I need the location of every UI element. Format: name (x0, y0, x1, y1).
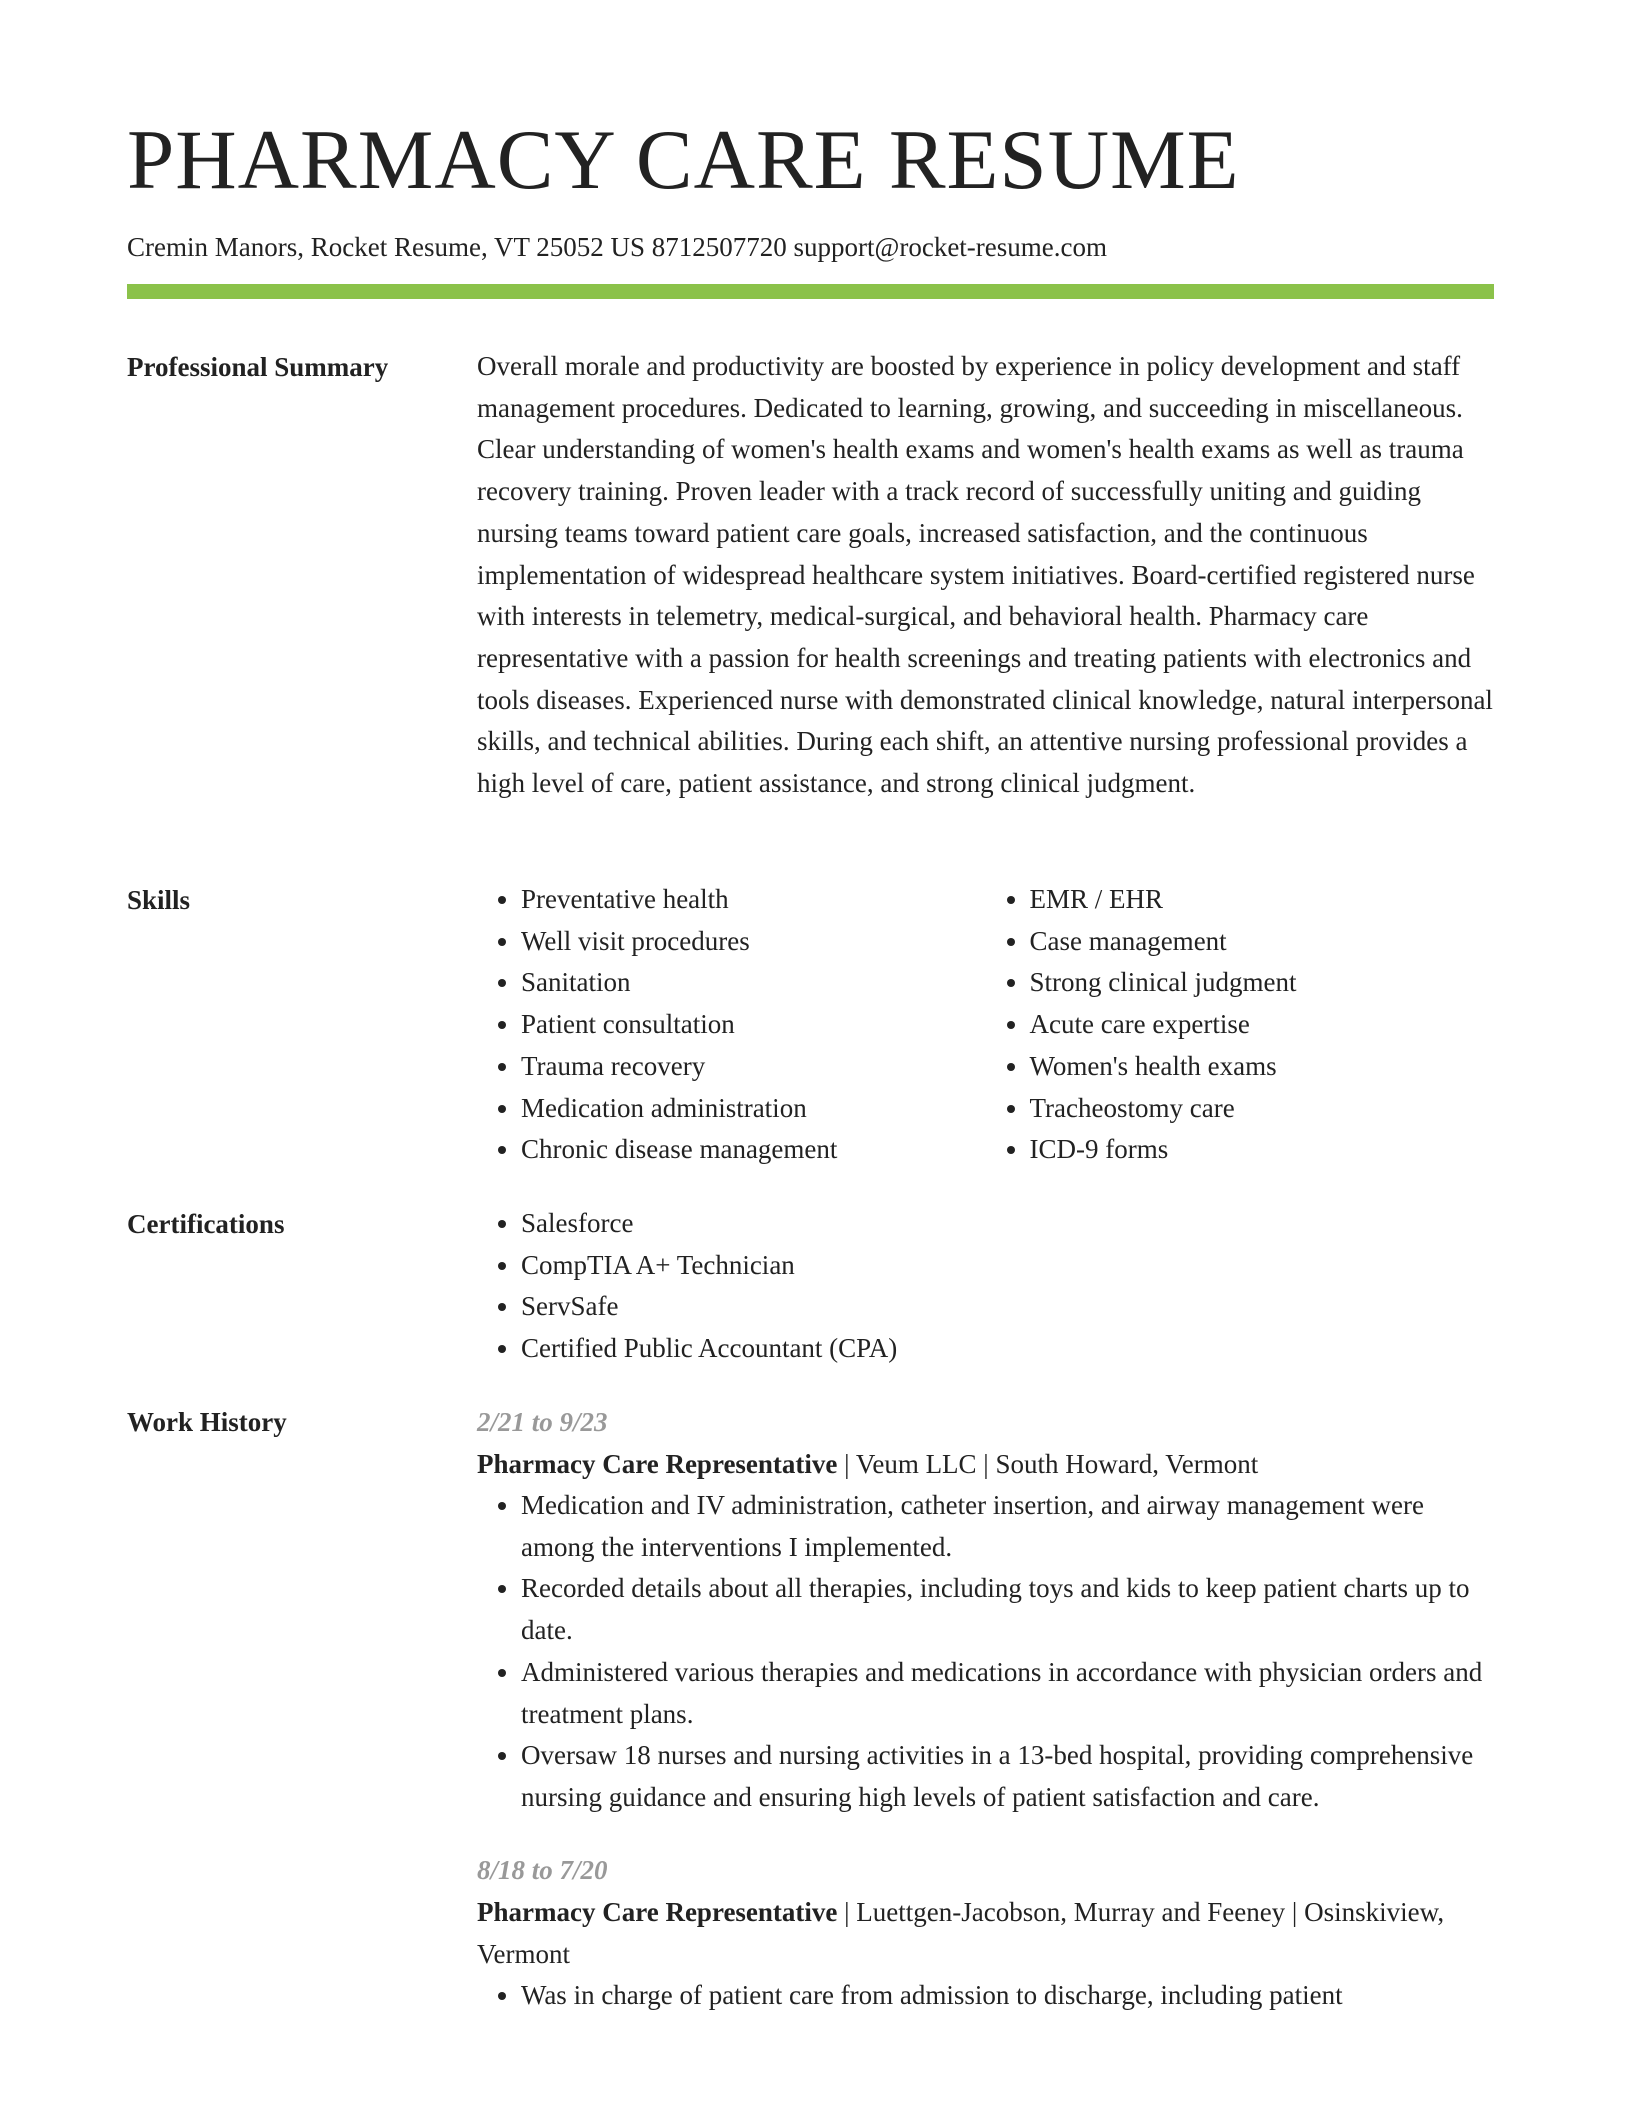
certification-item: • Salesforce (521, 1203, 1494, 1245)
certifications-body (477, 1203, 1494, 1370)
skill-item: • Sanitation (521, 962, 986, 1004)
skill-item: • ICD-9 forms (1030, 1129, 1495, 1171)
skills-body (477, 879, 1494, 1171)
skill-item: • Patient consultation (521, 1004, 986, 1046)
job-bullet: • Recorded details about all therapies, including toys and kids to keep patient charts up to date. (521, 1568, 1494, 1651)
job-title: Pharmacy Care Representative (477, 1449, 838, 1479)
job-bullet: • Was in charge of patient care from admission to discharge, including patient (521, 1975, 1494, 2017)
skill-item: • Case management (1030, 921, 1495, 963)
work-history-body (477, 1401, 1494, 2016)
skill-item: • EMR / EHR (1030, 879, 1495, 921)
skill-item: • Tracheostomy care (1030, 1088, 1495, 1130)
job-bullets (477, 1485, 1494, 1819)
skill-item: • Trauma recovery (521, 1046, 986, 1088)
job-details: | Veum LLC | South Howard, Vermont (837, 1449, 1259, 1479)
job-details: | Luettgen-Jacobson, Murray and Feeney | Osinskiview, Vermont (477, 1896, 1445, 1969)
job-bullets (477, 1975, 1494, 2017)
job-title: Pharmacy Care Representative (477, 1896, 838, 1927)
skills-heading: Skills (127, 885, 191, 915)
skill-item: • Acute care expertise (1030, 1004, 1495, 1046)
work-history-heading: Work History (127, 1407, 287, 1437)
job-bullet: • Administered various therapies and medications in accordance with physician orders and treatment plans. (521, 1652, 1494, 1735)
job-bullet: • Medication and IV administration, catheter insertion, and airway management were among the interventions I implemented. (521, 1485, 1494, 1568)
job-entry (477, 1849, 1494, 2017)
summary-heading: Professional Summary (127, 352, 389, 382)
job-dates: 2/21 to 9/23 (477, 1407, 608, 1437)
certification-item: • ServSafe (521, 1286, 1494, 1328)
certification-item: • CompTIA A+ Technician (521, 1245, 1494, 1287)
contact-phone: 8712507720 (651, 232, 787, 262)
skill-item: • Women's health exams (1030, 1046, 1495, 1088)
summary-text: Overall morale and productivity are boosted by experience in policy development and staff management procedures. Dedicated to learning, growing, and succeeding in miscellaneous. Clear understanding of women's health exams and women's health exams as well as trauma recovery training. Proven leader with a track record of successfully uniting and guiding nursing teams toward patient care goals, increased satisfaction, and the continuous implementation of widespread healthcare system initiatives. Board-certified registered nurse with interests in telemetry, medical-surgical, and behavioral health. Pharmacy care representative with a passion for health screenings and treating patients with electronics and tools diseases. Experienced nurse with demonstrated clinical knowledge, natural interpersonal skills, and technical abilities. During each shift, an attentive nursing professional provides a high level of care, patient assistance, and strong clinical judgment. (477, 351, 1493, 799)
skill-item: • Strong clinical judgment (1030, 962, 1495, 1004)
certifications-heading: Certifications (127, 1209, 285, 1239)
certifications-list (477, 1203, 1494, 1370)
contact-address: Cremin Manors, Rocket Resume, VT 25052 US (127, 232, 645, 262)
job-title-line (477, 1891, 1494, 1975)
skill-item: • Well visit procedures (521, 921, 986, 963)
accent-divider (127, 284, 1494, 299)
skills-list-left (477, 879, 986, 1171)
resume-title: PHARMACY CARE RESUME (127, 113, 1240, 207)
summary-body (477, 346, 1494, 805)
skills-list-right (986, 879, 1495, 1171)
job-dates: 8/18 to 7/20 (477, 1854, 608, 1885)
certification-item: • Certified Public Accountant (CPA) (521, 1328, 1494, 1370)
skill-item: • Preventative health (521, 879, 986, 921)
skill-item: • Medication administration (521, 1088, 986, 1130)
contact-email[interactable]: support@rocket-resume.com (793, 232, 1108, 262)
contact-line (127, 230, 1107, 264)
skill-item: • Chronic disease management (521, 1129, 986, 1171)
job-entry (477, 1401, 1494, 1819)
job-bullet: • Oversaw 18 nurses and nursing activities in a 13-bed hospital, providing comprehensive nursing guidance and ensuring high levels of patient satisfaction and care. (521, 1735, 1494, 1818)
job-title-line (477, 1443, 1494, 1485)
